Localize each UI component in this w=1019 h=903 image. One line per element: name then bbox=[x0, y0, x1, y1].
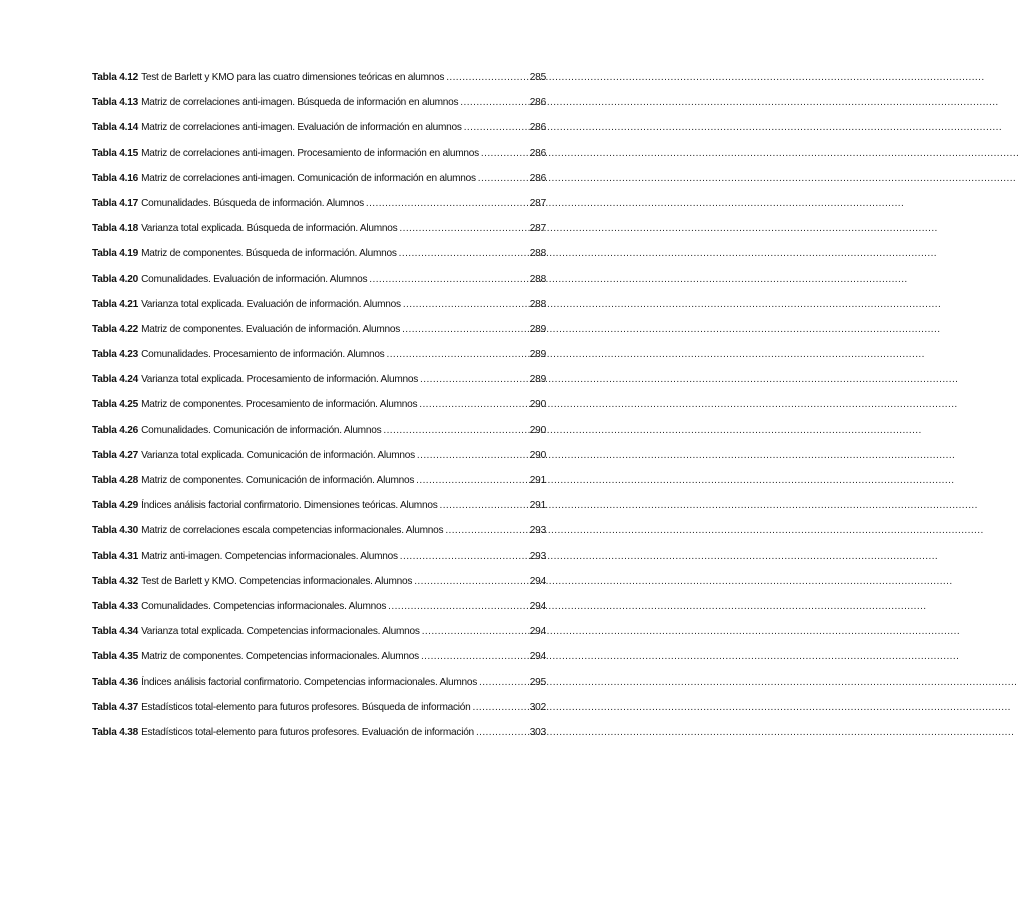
toc-entry bbox=[92, 121, 546, 146]
toc-entry-title: Varianza total explicada. Competencias informacionales. Alumnos bbox=[141, 626, 420, 638]
toc-entry-title: Matriz de componentes. Comunicación de información. Alumnos bbox=[141, 475, 415, 486]
toc-entry-page: 290 bbox=[529, 399, 546, 411]
toc-entry-page: 290 bbox=[529, 449, 546, 461]
toc-entry-page: 291 bbox=[529, 500, 546, 512]
dot-leader bbox=[460, 96, 528, 109]
toc-entry-label: Tabla 4.24 bbox=[92, 374, 139, 386]
toc-entry-title: Matriz de correlaciones escala competencias informacionales. Alumnos bbox=[141, 525, 444, 537]
toc-entry-title: Matriz de correlaciones anti-imagen. Evaluación de información en alumnos bbox=[141, 122, 462, 134]
toc-entry bbox=[92, 348, 546, 373]
toc-entry-label: Tabla 4.37 bbox=[92, 701, 139, 713]
dot-leader bbox=[420, 373, 529, 386]
toc-entry-label: Tabla 4.20 bbox=[92, 273, 139, 285]
toc-entry-title: Estadísticos total-elemento para futuros profesores. Evaluación de información bbox=[141, 726, 474, 738]
toc-entry-page: 289 bbox=[529, 323, 546, 335]
dot-leader bbox=[403, 298, 529, 311]
toc-entry-page: 287 bbox=[529, 223, 546, 235]
toc-entry-page: 288 bbox=[529, 273, 546, 285]
dot-leader bbox=[400, 550, 529, 563]
toc-entry-label: Tabla 4.35 bbox=[92, 651, 139, 663]
toc-entry bbox=[92, 298, 546, 323]
toc-entry bbox=[92, 147, 546, 172]
toc-entry-title: Índices análisis factorial confirmatorio. Competencias informacionales. Alumnos bbox=[141, 676, 478, 688]
toc-entry bbox=[92, 172, 546, 197]
toc-entry-title: Test de Barlett y KMO para las cuatro dimensiones teóricas en alumnos bbox=[141, 72, 445, 83]
toc-entry-label: Tabla 4.33 bbox=[92, 600, 139, 612]
toc-entry-title: Varianza total explicada. Evaluación de información. Alumnos bbox=[141, 298, 401, 310]
toc-entry-label: Tabla 4.31 bbox=[92, 550, 139, 562]
toc-entry-label: Tabla 4.38 bbox=[92, 726, 139, 738]
toc-entry-page: 288 bbox=[529, 248, 546, 260]
toc-entry-page: 290 bbox=[529, 424, 546, 436]
toc-entry-page: 286 bbox=[529, 147, 546, 159]
toc-entry-title: Test de Barlett y KMO. Competencias informacionales. Alumnos bbox=[141, 575, 413, 587]
toc-entry-label: Tabla 4.21 bbox=[92, 298, 139, 310]
dot-leader bbox=[445, 524, 528, 537]
toc-entry bbox=[92, 449, 546, 474]
toc-entry-page: 287 bbox=[529, 197, 546, 209]
toc-entry-title: Varianza total explicada. Comunicación de información. Alumnos bbox=[141, 449, 415, 461]
dot-leader bbox=[388, 600, 529, 613]
toc-entry-page: 288 bbox=[529, 298, 546, 310]
dot-leader bbox=[478, 172, 529, 185]
toc-entry-label: Tabla 4.26 bbox=[92, 424, 139, 436]
toc-entry-page: 293 bbox=[529, 550, 546, 562]
toc-entry bbox=[92, 625, 546, 650]
dot-leader bbox=[421, 650, 529, 663]
toc-entry-label: Tabla 4.15 bbox=[92, 147, 139, 159]
toc-entry-label: Tabla 4.13 bbox=[92, 97, 139, 109]
toc-entry-title: Matriz de correlaciones anti-imagen. Búsqueda de información en alumnos bbox=[141, 97, 459, 109]
toc-entry-label: Tabla 4.16 bbox=[92, 172, 139, 184]
toc-entry-title: Matriz de componentes. Evaluación de información. Alumnos bbox=[141, 323, 401, 335]
toc-entry-label: Tabla 4.22 bbox=[92, 323, 139, 335]
toc-entry-label: Tabla 4.30 bbox=[92, 525, 139, 537]
toc-entry-title: Matriz de componentes. Búsqueda de información. Alumnos bbox=[141, 248, 397, 260]
toc-entry-label: Tabla 4.25 bbox=[92, 399, 139, 411]
toc-entry-title: Varianza total explicada. Búsqueda de información. Alumnos bbox=[141, 223, 398, 235]
toc-entry bbox=[92, 524, 546, 549]
dot-leader bbox=[417, 449, 529, 462]
toc-entry bbox=[92, 71, 546, 96]
dot-leader bbox=[481, 147, 529, 160]
toc-entry-label: Tabla 4.19 bbox=[92, 248, 139, 260]
table-of-tables bbox=[92, 71, 546, 751]
dot-leader bbox=[386, 348, 528, 361]
toc-entry-title: Estadísticos total-elemento para futuros profesores. Búsqueda de información bbox=[141, 701, 471, 713]
dot-leader bbox=[399, 247, 529, 260]
toc-entry-page: 286 bbox=[529, 122, 546, 134]
toc-entry bbox=[92, 424, 546, 449]
toc-entry bbox=[92, 701, 546, 726]
dot-leader bbox=[414, 575, 529, 588]
toc-entry bbox=[92, 726, 546, 751]
toc-entry bbox=[92, 575, 546, 600]
toc-entry-title: Comunalidades. Comunicación de información. Alumnos bbox=[141, 424, 382, 436]
toc-entry bbox=[92, 197, 546, 222]
dot-leader bbox=[476, 726, 529, 739]
toc-entry-title: Matriz anti-imagen. Competencias informacionales. Alumnos bbox=[141, 550, 398, 562]
toc-entry bbox=[92, 600, 546, 625]
toc-entry-title: Varianza total explicada. Procesamiento de información. Alumnos bbox=[141, 374, 419, 386]
toc-entry-page: 291 bbox=[529, 475, 546, 486]
toc-entry-title: Matriz de correlaciones anti-imagen. Comunicación de información en alumnos bbox=[141, 172, 476, 184]
toc-entry-label: Tabla 4.18 bbox=[92, 223, 139, 235]
toc-entry-page: 294 bbox=[529, 651, 546, 663]
toc-entry-label: Tabla 4.34 bbox=[92, 626, 139, 638]
toc-entry-page: 286 bbox=[529, 172, 546, 184]
toc-entry-title: Matriz de componentes. Procesamiento de información. Alumnos bbox=[141, 399, 418, 411]
dot-leader bbox=[473, 701, 529, 714]
dot-leader bbox=[464, 121, 529, 134]
toc-entry-title: Comunalidades. Búsqueda de información. Alumnos bbox=[141, 197, 364, 209]
toc-entry-title: Comunalidades. Procesamiento de información. Alumnos bbox=[141, 349, 385, 361]
toc-entry-page: 289 bbox=[529, 349, 546, 361]
toc-entry bbox=[92, 398, 546, 423]
toc-entry bbox=[92, 222, 546, 247]
toc-entry bbox=[92, 676, 546, 701]
toc-entry bbox=[92, 373, 546, 398]
dot-leader bbox=[369, 273, 528, 286]
dot-leader bbox=[402, 323, 529, 336]
dot-leader bbox=[422, 625, 529, 638]
toc-entry-label: Tabla 4.36 bbox=[92, 676, 139, 688]
toc-entry-page: 294 bbox=[529, 575, 546, 587]
toc-entry bbox=[92, 474, 546, 499]
toc-entry-title: Índices análisis factorial confirmatorio. Dimensiones teóricas. Alumnos bbox=[141, 500, 438, 512]
toc-entry-page: 295 bbox=[529, 676, 546, 688]
toc-entry-page: 294 bbox=[529, 600, 546, 612]
toc-entry-label: Tabla 4.17 bbox=[92, 197, 139, 209]
toc-entry-page: 294 bbox=[529, 626, 546, 638]
toc-entry-label: Tabla 4.12 bbox=[92, 72, 139, 83]
dot-leader bbox=[383, 424, 528, 437]
dot-leader bbox=[399, 222, 528, 235]
toc-entry-label: Tabla 4.28 bbox=[92, 475, 139, 486]
toc-entry-page: 285 bbox=[529, 72, 546, 83]
toc-entry bbox=[92, 96, 546, 121]
toc-entry-title: Comunalidades. Competencias informacionales. Alumnos bbox=[141, 600, 387, 612]
toc-entry-page: 289 bbox=[529, 374, 546, 386]
toc-entry bbox=[92, 550, 546, 575]
toc-entry bbox=[92, 323, 546, 348]
toc-entry-title: Matriz de componentes. Competencias informacionales. Alumnos bbox=[141, 651, 419, 663]
toc-entry-page: 286 bbox=[529, 97, 546, 109]
dot-leader bbox=[446, 71, 529, 84]
toc-entry-title: Matriz de correlaciones anti-imagen. Procesamiento de información en alumnos bbox=[141, 147, 479, 159]
dot-leader bbox=[416, 474, 529, 487]
toc-entry bbox=[92, 247, 546, 272]
toc-entry-label: Tabla 4.27 bbox=[92, 449, 139, 461]
toc-entry-label: Tabla 4.23 bbox=[92, 349, 139, 361]
toc-entry-page: 293 bbox=[529, 525, 546, 537]
toc-entry-page: 302 bbox=[529, 701, 546, 713]
toc-entry-title: Comunalidades. Evaluación de información. Alumnos bbox=[141, 273, 368, 285]
toc-entry bbox=[92, 273, 546, 298]
dot-leader bbox=[366, 197, 529, 210]
toc-entry-page: 303 bbox=[529, 726, 546, 738]
dot-leader bbox=[440, 499, 529, 512]
dot-leader bbox=[419, 398, 528, 411]
toc-entry-label: Tabla 4.14 bbox=[92, 122, 139, 134]
dot-leader bbox=[479, 676, 529, 689]
toc-entry bbox=[92, 499, 546, 524]
toc-entry-label: Tabla 4.32 bbox=[92, 575, 139, 587]
toc-entry bbox=[92, 650, 546, 675]
toc-entry-label: Tabla 4.29 bbox=[92, 500, 139, 512]
